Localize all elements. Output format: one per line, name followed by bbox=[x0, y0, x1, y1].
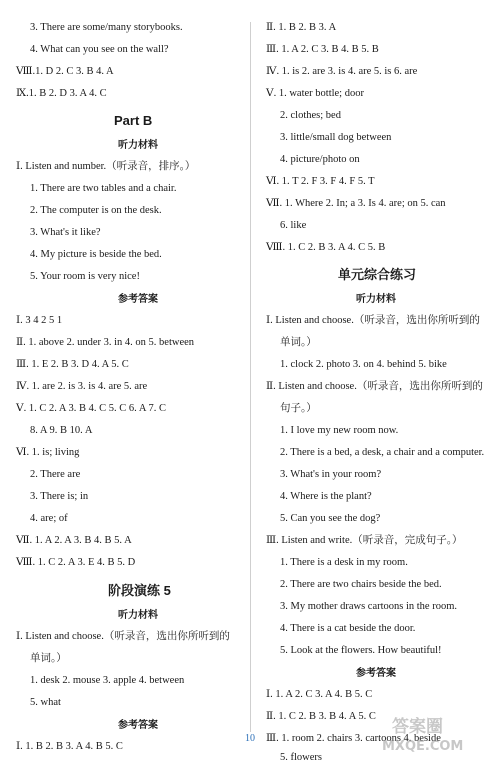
text-line: Ⅷ. 1. C 2. A 3. E 4. B 5. D bbox=[16, 557, 136, 568]
text-line: Ⅰ. 1. A 2. C 3. A 4. B 5. C bbox=[266, 689, 373, 700]
text-line: Ⅰ. Listen and number.（听录音，排序。） bbox=[16, 161, 196, 172]
text-line: 3. My mother draws cartoons in the room. bbox=[280, 601, 458, 612]
text-line: 2. There is a bed, a desk, a chair and a computer. bbox=[280, 447, 485, 458]
text-line: Ⅰ. 1. B 2. B 3. A 4. B 5. C bbox=[16, 741, 123, 752]
text-line: Ⅱ. 1. B 2. B 3. A bbox=[266, 22, 337, 33]
text-line: 1. There are two tables and a chair. bbox=[30, 183, 177, 194]
text-line: Ⅶ. 1. Where 2. In; a 3. Is 4. are; on 5. can bbox=[266, 198, 446, 209]
text-line: 3. little/small dog between bbox=[280, 132, 392, 143]
text-line: Ⅰ. Listen and choose.（听录音，选出你所听到的 bbox=[266, 315, 480, 326]
text-line: 句子。） bbox=[280, 403, 317, 414]
text-line: Ⅰ. 3 4 2 5 1 bbox=[16, 315, 63, 326]
text-line: Ⅸ.1. B 2. D 3. A 4. C bbox=[16, 88, 107, 99]
section-heading: 听力材料 bbox=[356, 294, 396, 305]
text-line: 2. The computer is on the desk. bbox=[30, 205, 162, 216]
watermark-logo-icon bbox=[378, 712, 496, 754]
page-number: 10 bbox=[245, 733, 255, 744]
section-heading: 听力材料 bbox=[118, 610, 158, 621]
watermark-en: MXQE.COM bbox=[382, 739, 464, 754]
text-line: 4. What can you see on the wall? bbox=[30, 44, 169, 55]
text-line: 1. desk 2. mouse 3. apple 4. between bbox=[30, 675, 185, 686]
text-line: 5. Your room is very nice! bbox=[30, 271, 140, 282]
text-line: Ⅳ. 1. are 2. is 3. is 4. are 5. are bbox=[16, 381, 148, 392]
text-line: Ⅲ. 1. room 2. chairs 3. cartoons 4. beside bbox=[266, 733, 441, 744]
text-line: 4. My picture is beside the bed. bbox=[30, 249, 162, 260]
text-line: Ⅴ. 1. water bottle; door bbox=[266, 88, 364, 99]
text-line: Ⅲ. 1. E 2. B 3. D 4. A 5. C bbox=[16, 359, 129, 370]
text-line: Ⅴ. 1. C 2. A 3. B 4. C 5. C 6. A 7. C bbox=[16, 403, 166, 414]
text-line: 3. There is; in bbox=[30, 491, 89, 502]
text-line: Ⅷ.1. D 2. C 3. B 4. A bbox=[16, 66, 114, 77]
section-heading: 单元综合练习 bbox=[338, 267, 417, 282]
text-line: 单词。） bbox=[30, 653, 67, 664]
text-line: Ⅱ. Listen and choose.（听录音，选出你所听到的 bbox=[266, 381, 483, 392]
text-line: Ⅲ. Listen and write.（听录音，完成句子。） bbox=[266, 535, 463, 546]
text-line: Ⅱ. 1. above 2. under 3. in 4. on 5. between bbox=[16, 337, 195, 348]
text-line: 5. Look at the flowers. How beautiful! bbox=[280, 645, 442, 656]
text-line: Ⅲ. 1. A 2. C 3. B 4. B 5. B bbox=[266, 44, 379, 55]
text-line: 6. like bbox=[280, 220, 307, 231]
section-heading: 参考答案 bbox=[356, 668, 396, 679]
text-line: 4. are; of bbox=[30, 513, 68, 524]
text-line: Ⅳ. 1. is 2. are 3. is 4. are 5. is 6. are bbox=[266, 66, 418, 77]
text-line: Ⅵ. 1. is; living bbox=[16, 447, 80, 458]
text-line: 4. There is a cat beside the door. bbox=[280, 623, 416, 634]
section-heading: 参考答案 bbox=[118, 720, 158, 731]
column-divider bbox=[250, 22, 251, 732]
text-line: 8. A 9. B 10. A bbox=[30, 425, 93, 436]
section-heading: Part B bbox=[114, 113, 153, 128]
text-line: Ⅱ. 1. C 2. B 3. B 4. A 5. C bbox=[266, 711, 376, 722]
text-line: 1. I love my new room now. bbox=[280, 425, 399, 436]
section-heading: 阶段演练 5 bbox=[108, 583, 171, 598]
text-line: Ⅵ. 1. T 2. F 3. F 4. F 5. T bbox=[266, 176, 375, 187]
text-line: 3. What's in your room? bbox=[280, 469, 382, 480]
watermark-cn: 答案圈 bbox=[392, 717, 443, 737]
text-line: 单词。） bbox=[280, 337, 317, 348]
text-line: 5. Can you see the dog? bbox=[280, 513, 381, 524]
text-line: 5. what bbox=[30, 697, 61, 708]
text-line: 1. clock 2. photo 3. on 4. behind 5. bike bbox=[280, 359, 447, 370]
text-line: Ⅶ. 1. A 2. A 3. B 4. B 5. A bbox=[16, 535, 132, 546]
text-line: 1. There is a desk in my room. bbox=[280, 557, 408, 568]
text-line: 3. What's it like? bbox=[30, 227, 101, 238]
text-line: 2. There are two chairs beside the bed. bbox=[280, 579, 442, 590]
text-line: 4. Where is the plant? bbox=[280, 491, 372, 502]
section-heading: 参考答案 bbox=[118, 294, 158, 305]
section-heading: 听力材料 bbox=[118, 140, 158, 151]
text-line: 4. picture/photo on bbox=[280, 154, 360, 165]
text-line: 5. flowers bbox=[280, 752, 322, 763]
text-line: 2. clothes; bed bbox=[280, 110, 341, 121]
text-line: 3. There are some/many storybooks. bbox=[30, 22, 183, 33]
text-line: Ⅷ. 1. C 2. B 3. A 4. C 5. B bbox=[266, 242, 386, 253]
text-line: 2. There are bbox=[30, 469, 81, 480]
text-line: Ⅰ. Listen and choose.（听录音，选出你所听到的 bbox=[16, 631, 230, 642]
